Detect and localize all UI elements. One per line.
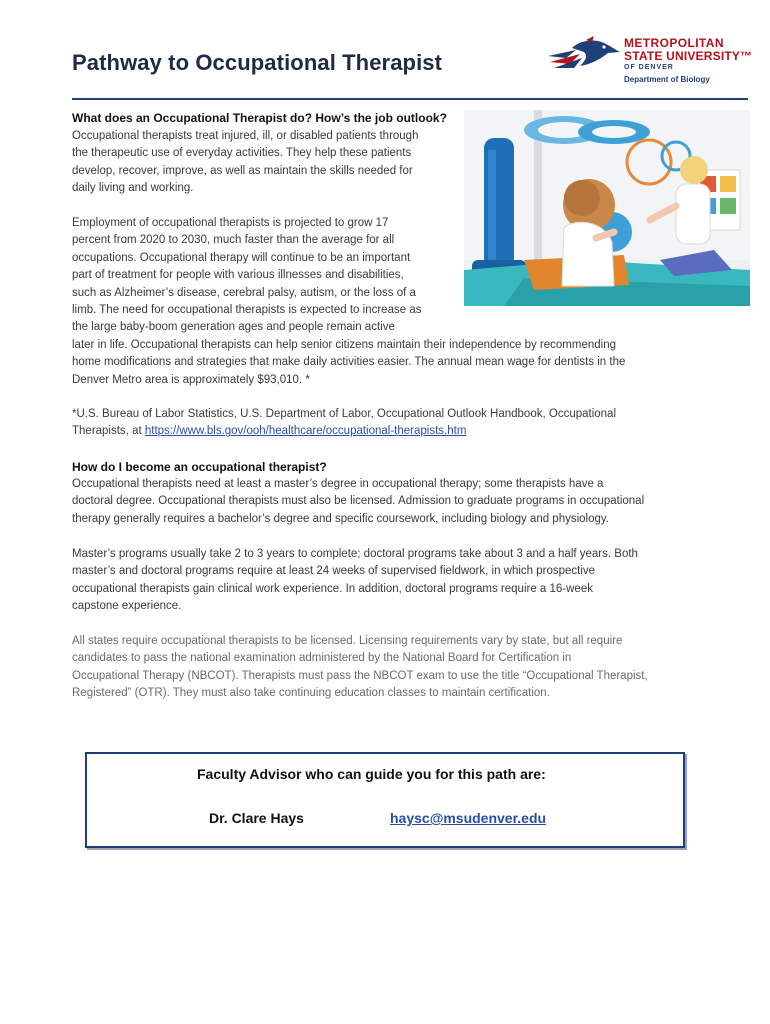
advisor-email-link[interactable]: haysc@msudenver.edu [390, 810, 547, 826]
msu-denver-logo [546, 34, 753, 90]
text-line: later in life. Occupational therapists can help senior citizens maintain their independence by recommending [72, 338, 616, 351]
text-line: such as Alzheimer’s disease, cerebral palsy, autism, or the loss of a [72, 286, 416, 299]
section-heading-how-to-become: How do I become an occupational therapist? [72, 460, 327, 474]
paragraph-ot-description [72, 128, 418, 198]
text-line: Occupational therapists treat injured, ill, or disabled patients through [72, 130, 419, 142]
text-line: the large baby-boom generation ages and people remain active [72, 321, 395, 334]
text-line: percent from 2020 to 2030, much faster than the average for all [72, 234, 395, 247]
text-line: daily living and working. [72, 182, 194, 195]
text-line: occupational therapists gain clinical work experience. In addition, doctoral programs require a 16-week [72, 582, 593, 595]
paragraph-licensing [72, 633, 648, 703]
roadrunner-logo-icon [546, 36, 622, 76]
text-line: Registered” (OTR). They must also take continuing education classes to maintain certification. [72, 687, 550, 700]
paragraph-employment-outlook [72, 215, 625, 389]
text-line: capstone experience. [72, 600, 182, 613]
footnote-bls [72, 406, 616, 441]
logo-department: Department of Biology [624, 75, 710, 84]
header-divider [72, 98, 748, 100]
paragraph-education-requirements [72, 476, 644, 528]
text-line: limb. The need for occupational therapists is expected to increase as [72, 304, 422, 317]
text-line: Denver Metro area is approximately $93,010. * [72, 373, 310, 386]
text-line: candidates to pass the national examination administered by the National Board for Certification in [72, 652, 572, 665]
footnote-line: *U.S. Bureau of Labor Statistics, U.S. Department of Labor, Occupational Outlook Handbook, Occupational [72, 408, 616, 420]
bls-source-link[interactable]: https://www.bls.gov/ooh/healthcare/occupational-therapists.htm [144, 425, 467, 438]
text-line: develop, recover, improve, as well as maintain the skills needed for [72, 164, 413, 177]
text-line: occupations. Occupational therapy will continue to be an important [72, 251, 411, 264]
text-line: Occupational Therapy (NBCOT). Therapists must pass the NBCOT exam to use the title “Occupational Therapist, [72, 669, 648, 682]
paragraph-program-length [72, 546, 638, 616]
text-line: doctoral degree. Occupational therapists must also be licensed. Admission to graduate programs in occupational [72, 495, 645, 508]
text-line: Occupational therapists need at least a master’s degree in occupational therapy; some therapists have a [72, 478, 604, 490]
text-line: Master’s programs usually take 2 to 3 years to complete; doctoral programs take about 3 and a half years. Both [72, 548, 638, 560]
text-line: part of treatment for people with various illnesses and disabilities, [72, 269, 404, 282]
text-line: therapy generally requires a bachelor’s degree and specific coursework, including biology and physiology. [72, 512, 609, 525]
text-line: Employment of occupational therapists is projected to grow 17 [72, 217, 389, 229]
text-line: home modifications and strategies that make daily activities easier. The annual mean wage for dentists in the [72, 356, 626, 369]
footnote-line [72, 423, 616, 440]
logo-line-metropolitan: METROPOLITAN [624, 36, 724, 50]
advisor-name: Dr. Clare Hays [209, 810, 304, 826]
page-title: Pathway to Occupational Therapist [72, 50, 443, 75]
text-line: master’s and doctoral programs require at least 24 weeks of supervised fieldwork, in which prospective [72, 565, 596, 578]
text-line: the therapeutic use of everyday activities. They help these patients [72, 147, 412, 160]
section-heading-job-outlook: What does an Occupational Therapist do? How’s the job outlook? [72, 111, 447, 125]
footnote-prefix: Therapists, at [72, 425, 145, 438]
logo-line-of-denver: OF DENVER [624, 64, 674, 71]
logo-line-state-university: STATE UNIVERSITY™ [624, 49, 753, 63]
text-line: All states require occupational therapists to be licensed. Licensing requirements vary by state, but all require [72, 635, 623, 647]
faculty-advisor-box [85, 752, 685, 848]
advisor-box-title: Faculty Advisor who can guide you for this path are: [197, 766, 546, 782]
